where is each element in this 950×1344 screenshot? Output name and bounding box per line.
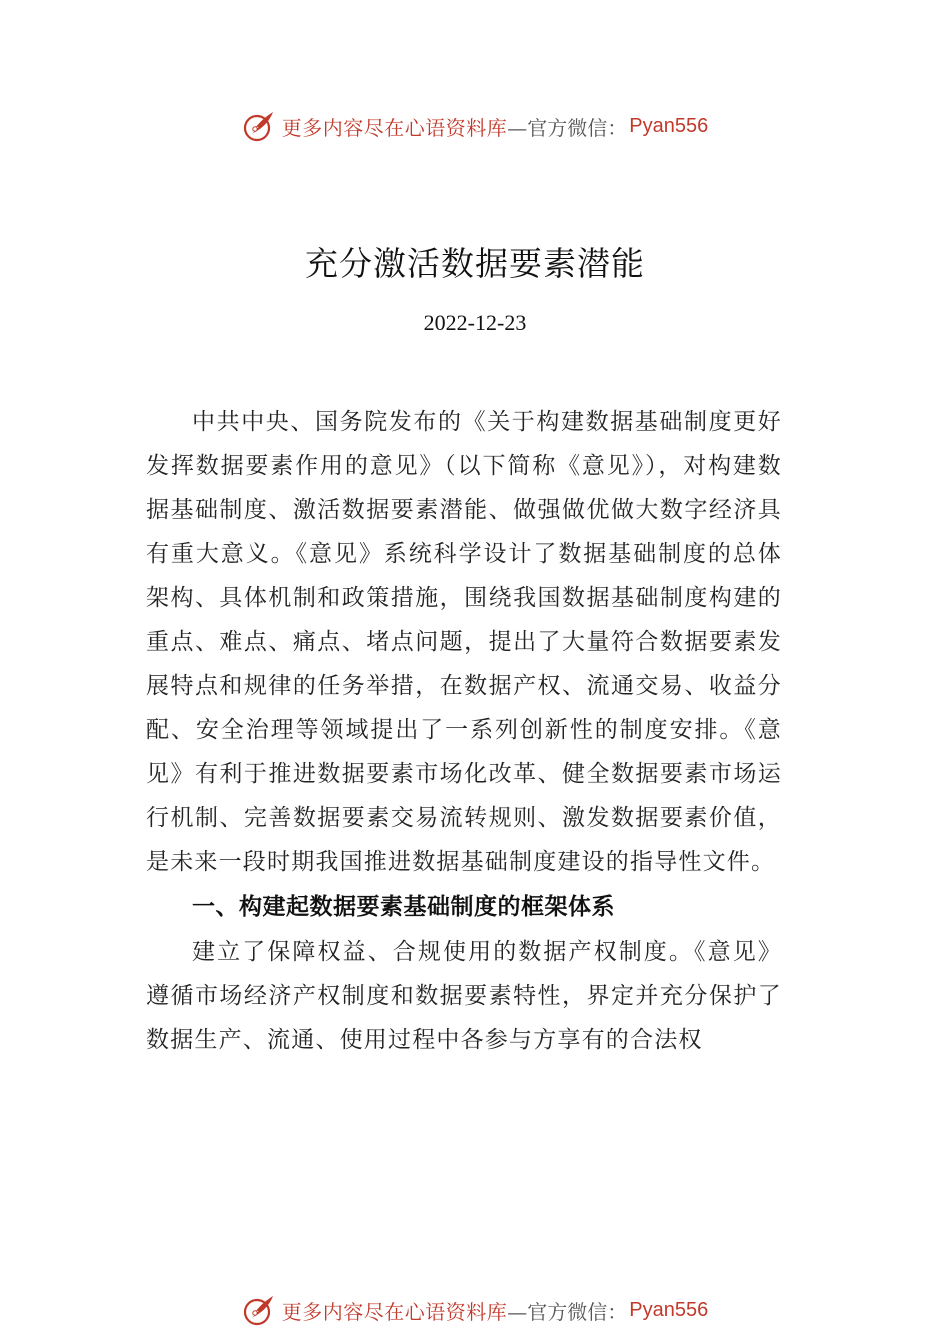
feather-pen-circle-icon <box>242 1293 276 1327</box>
watermark-text: 更多内容尽在心语资料库 <box>281 1299 508 1324</box>
header-watermark <box>0 106 950 146</box>
watermark-separator: —官方微信： <box>507 1299 628 1324</box>
footer-watermark <box>0 1290 950 1330</box>
document-body <box>146 400 782 1062</box>
watermark-separator: —官方微信： <box>507 115 628 140</box>
watermark-text: 更多内容尽在心语资料库 <box>281 115 508 140</box>
body-paragraph: 中共中央、国务院发布的《关于构建数据基础制度更好发挥数据要素作用的意见》（以下简称《意见》），对构建数据基础制度、激活数据要素潜能、做强做优做大数字经济具有重大意义。《意见》系统科学设计了数据基础制度的总体架构、具体机制和政策措施，围绕我国数据基础制度构建的重点、难点、痛点、堵点问题，提出了大量符合数据要素发展特点和规律的任务举措，在数据产权、流通交易、收益分配、安全治理等领域提出了一系列创新性的制度安排。《意见》有利于推进数据要素市场化改革、健全数据要素市场运行机制、完善数据要素交易流转规则、激发数据要素价值，是未来一段时期我国推进数据基础制度建设的指导性文件。 <box>146 409 782 875</box>
feather-pen-circle-icon <box>242 109 276 143</box>
watermark-wechat-id: Pyan556 <box>629 1298 709 1321</box>
watermark-wechat-id: Pyan556 <box>629 114 709 137</box>
document-title: 充分激活数据要素潜能 <box>305 244 645 283</box>
document-date: 2022-12-23 <box>423 310 527 335</box>
section-heading: 一、构建起数据要素基础制度的框架体系 <box>192 894 615 920</box>
section-paragraph: 建立了保障权益、合规使用的数据产权制度。《意见》遵循市场经济产权制度和数据要素特性，界定并充分保护了数据生产、流通、使用过程中各参与方享有的合法权 <box>146 939 782 1053</box>
